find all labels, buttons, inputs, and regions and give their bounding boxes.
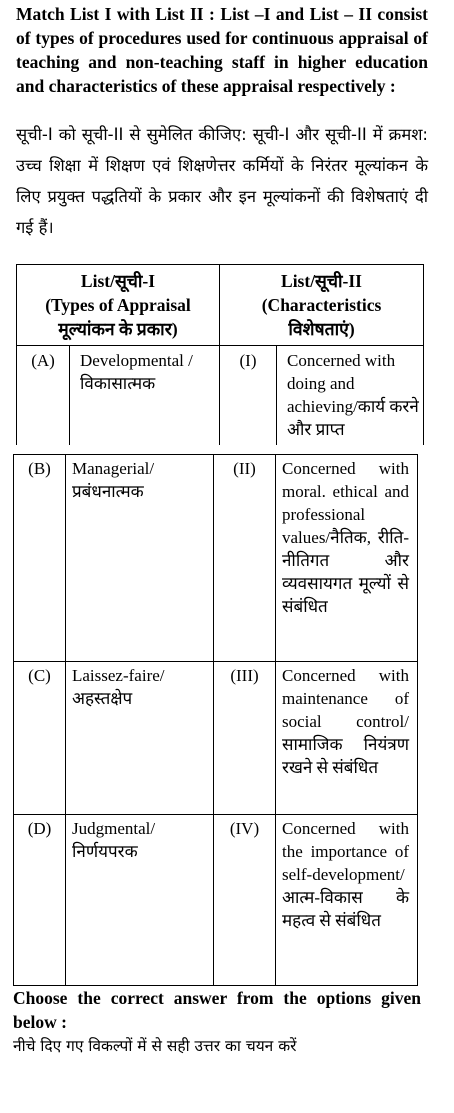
list1-header-subtitle-hindi: मूल्यांकन के प्रकार) [58,319,178,339]
table-header-row [17,265,424,346]
list2-item-text: Concerned with maintenance of social control/ सामाजिक नियंत्रण रखने से संबंधित [282,666,409,777]
list1-item-text: Judgmental/ निर्णयपरक [72,819,156,861]
question-text-english: Match List I with List II : List –I and List – II consist of types of procedures used for continuous appraisal of teaching and non-teaching staff in higher education and characteristics of these appraisal respectively : [16,4,428,96]
table-row [14,455,418,662]
list2-code: (II) [214,455,276,662]
list1-item-text: Laissez-faire/ अहस्तक्षेप [72,666,165,708]
list2-code: (I) [220,346,277,446]
table-row [14,815,418,986]
list1-header [17,265,220,346]
list1-item-text: Developmental / विकासात्मक [80,351,193,393]
list2-header-subtitle-hindi: विशेषताएं) [288,319,355,339]
table-row [17,346,424,446]
list2-header-title: List/सूची-II [281,271,362,291]
list2-item-text: Concerned with moral. ethical and professional values/नैतिक, रीति-नीतिगत और व्यवसायगत मूल्यों से संबंधित [282,459,409,616]
list2-item-text: Concerned with the importance of self-development/ आत्म-विकास के महत्व से संबंधित [282,819,409,930]
match-table-body-block [13,454,418,986]
instruction-text-hindi: नीचे दिए गए विकल्पों में से सही उत्तर का चयन करें [13,1037,297,1055]
list1-header-subtitle: (Types of Appraisal [45,295,191,315]
list1-item [66,455,214,662]
question-text-hindi: सूची-I को सूची-II से सुमेलित कीजिए: सूची-I और सूची-II में क्रमश: उच्च शिक्षा में शिक्षण एवं शिक्षणेत्तर कर्मियों के निरंतर मूल्यांकन के लिए प्रयुक्त पद्धतियों के प्रकार और इन मूल्यांकनों की विशेषताएं दी गई हैं। [16,125,428,237]
list2-item [276,815,418,986]
list1-header-title: List/सूची-I [80,271,156,291]
list2-item [277,346,424,446]
list1-code: (A) [17,346,70,446]
table-row [14,662,418,815]
list2-item-text: Concerned with doing and achieving/कार्य करने और प्राप्त [287,351,419,439]
list2-header-subtitle: (Characteristics [261,295,382,315]
list2-header [220,265,424,346]
list1-item [66,815,214,986]
list1-item-text: Managerial/ प्रबंधनात्मक [72,459,155,501]
list2-item [276,662,418,815]
match-table-header-block [16,264,424,445]
list1-code: (C) [14,662,66,815]
list1-code: (D) [14,815,66,986]
list2-code: (IV) [214,815,276,986]
list2-code: (III) [214,662,276,815]
list1-item [66,662,214,815]
list1-code: (B) [14,455,66,662]
list1-item [70,346,220,446]
instruction-text-english: Choose the correct answer from the options given below : [13,988,421,1032]
list2-item [276,455,418,662]
